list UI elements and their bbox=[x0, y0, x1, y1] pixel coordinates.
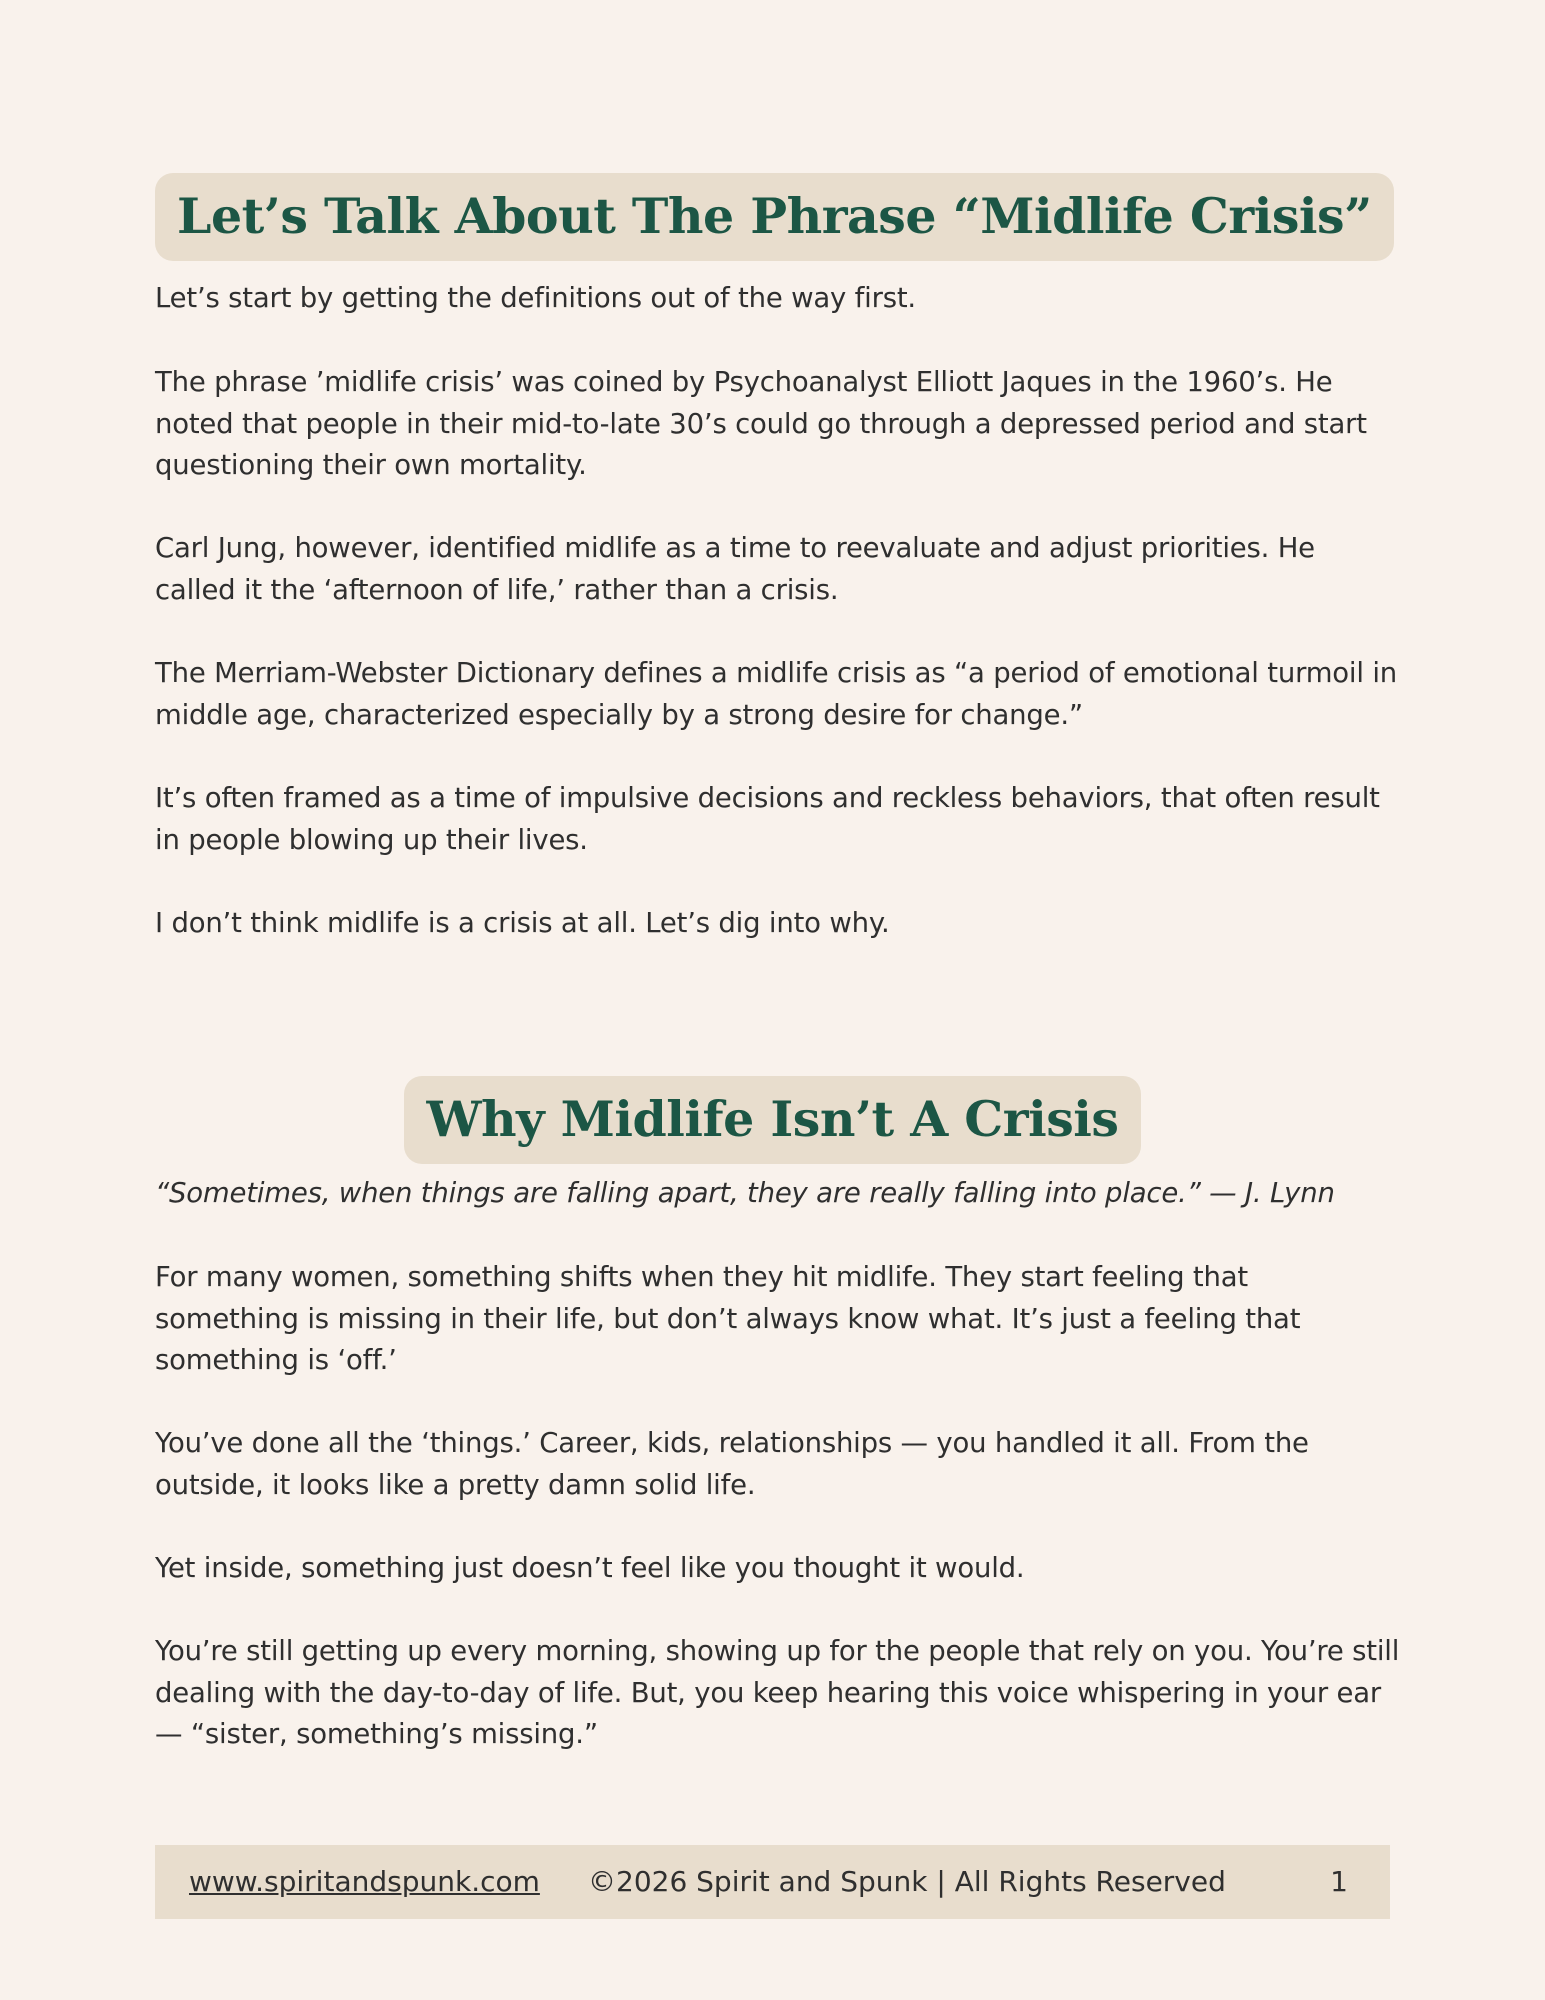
paragraph: The phrase ’midlife crisis’ was coined by Psychoanalyst Elliott Jaques in the 1960’s. He noted that people in their mid-to-late 30’s could go through a depressed period and start questioning their own mortality. bbox=[155, 366, 1367, 481]
paragraph: You’ve done all the ‘things.’ Career, kids, relationships — you handled it all. From the outside, it looks like a pretty damn solid life. bbox=[155, 1427, 1309, 1501]
section-heading-why-midlife: Why Midlife Isn’t A Crisis bbox=[404, 1076, 1140, 1164]
paragraph: Yet inside, something just doesn’t feel like you thought it would. bbox=[155, 1552, 1025, 1584]
paragraph: For many women, something shifts when they hit midlife. They start feeling that something is missing in their life, but don’t always know what. It’s just a feeling that something is ‘off.’ bbox=[155, 1261, 1301, 1376]
paragraph: You’re still getting up every morning, showing up for the people that rely on you. You’re still dealing with the day-to-day of life. But, you keep hearing this voice whispering in your ear — “sister, something’s missing.” bbox=[155, 1635, 1400, 1750]
section-heading-midlife-crisis: Let’s Talk About The Phrase “Midlife Crisis” bbox=[155, 173, 1394, 261]
paragraph: I don’t think midlife is a crisis at all. Let’s dig into why. bbox=[155, 907, 890, 939]
paragraph: Let’s start by getting the definitions out of the way first. bbox=[155, 282, 916, 314]
paragraph: It’s often framed as a time of impulsive decisions and reckless behaviors, that often result in people blowing up their lives. bbox=[155, 782, 1380, 856]
section-heading-wrapper bbox=[155, 140, 1390, 294]
quote: “Sometimes, when things are falling apart, they are really falling into place.” — J. Lynn bbox=[155, 1177, 1335, 1209]
website-link[interactable]: www.spiritandspunk.com bbox=[189, 1865, 540, 1898]
paragraph: Carl Jung, however, identified midlife as a time to reevaluate and adjust priorities. He called it the ‘afternoon of life,’ rather than a crisis. bbox=[155, 532, 1315, 606]
page-footer bbox=[155, 1845, 1390, 1919]
copyright-text: ©2026 Spirit and Spunk | All Rights Reserved bbox=[588, 1865, 1226, 1898]
page-number: 1 bbox=[1330, 1865, 1348, 1898]
paragraph: The Merriam-Webster Dictionary defines a midlife crisis as “a period of emotional turmoil in middle age, characterized especially by a strong desire for change.” bbox=[155, 657, 1398, 731]
